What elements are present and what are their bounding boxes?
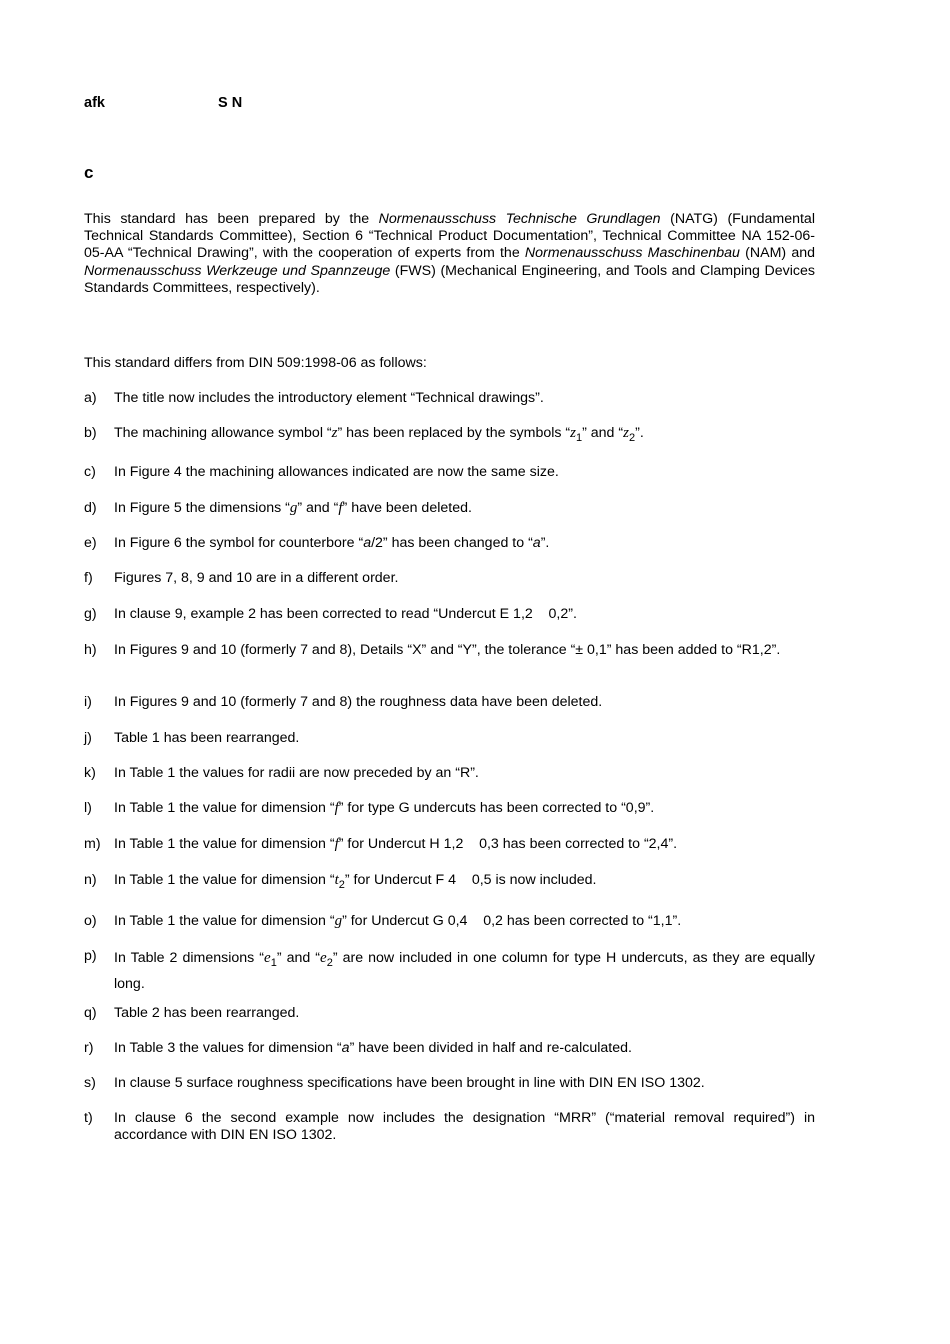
list-item-text: [114, 948, 815, 995]
text-fragment: ” and “: [297, 500, 339, 516]
list-item-text: In clause 6 the second example now includes the designation “MRR” (“material removal required”) in accordance with DIN EN ISO 1302.: [114, 1110, 815, 1144]
list-item-marker: t): [84, 1110, 93, 1126]
list-item-text: [114, 913, 815, 930]
symbol-f: f: [334, 800, 339, 816]
text-fragment: ” have been deleted.: [342, 500, 472, 516]
symbol-f: f: [334, 836, 339, 852]
text-fragment: In Figure 5 the dimensions “: [114, 500, 290, 516]
text-fragment: ” and “: [582, 425, 624, 441]
list-item-text: [114, 1040, 815, 1057]
text-fragment: ” for Undercut H 1,2 0,3 has been corrected to “2,4”.: [338, 836, 678, 852]
list-item-text: [114, 425, 815, 447]
foreword-text-2: (NATG) (Fundamental Technical Standards Committee), Section 6 “Technical Product Documentation”, Technical Committee NA 152-06-05-AA “Technical Drawing”, with the cooperation of experts from the: [84, 211, 815, 262]
list-item-marker: o): [84, 913, 97, 929]
text-fragment: In Table 1 the value for dimension “: [114, 836, 335, 852]
list-item-marker: i): [84, 694, 92, 710]
symbol-e1: [264, 950, 277, 969]
symbol-subscript: 1: [270, 957, 277, 969]
list-item-text: Table 1 has been rearranged.: [114, 730, 300, 746]
list-item-text: [114, 836, 815, 853]
symbol-subscript: 2: [628, 432, 636, 444]
text-fragment: ” have been divided in half and re-calculated.: [349, 1040, 632, 1056]
symbol-letter: t: [334, 872, 339, 888]
list-item-marker: m): [84, 836, 101, 852]
symbol-f: f: [338, 500, 343, 516]
list-item-text: In Table 1 the values for radii are now preceded by an “R”.: [114, 765, 479, 781]
symbol-z: z: [331, 425, 338, 441]
list-item-text: [114, 500, 815, 517]
fws-committee-name: Normenausschuss Werkzeuge und Spannzeuge: [84, 262, 391, 279]
text-fragment: ” for type G undercuts has been corrected to “0,9”.: [338, 800, 655, 816]
natg-committee-name: Normenausschuss Technische Grundlagen: [378, 211, 661, 227]
symbol-t2: [334, 872, 345, 891]
text-fragment: ”.: [540, 535, 550, 551]
list-item-text: Figures 7, 8, 9 and 10 are in a different order.: [114, 570, 399, 586]
symbol-g: g: [334, 913, 343, 929]
foreword-text-3: (NAM) and: [739, 245, 815, 262]
symbol-z2: [623, 425, 636, 444]
text-fragment: In Table 1 the value for dimension “: [114, 872, 335, 888]
text-fragment: In Table 3 the values for dimension “: [114, 1040, 342, 1056]
text-fragment: ”.: [635, 425, 644, 441]
text-fragment: In Table 1 the value for dimension “: [114, 800, 335, 816]
text-fragment: In Table 1 the value for dimension “: [114, 913, 335, 929]
list-item-text: [114, 535, 815, 552]
list-item-marker: j): [84, 730, 92, 746]
symbol-z1: [570, 425, 583, 444]
symbol-a: a: [532, 535, 541, 551]
symbol-subscript: 2: [326, 957, 333, 969]
header-left-text: afk: [84, 95, 105, 111]
symbol-letter: z: [570, 425, 576, 441]
list-item-marker: r): [84, 1040, 94, 1056]
text-fragment: /2” has been changed to “: [371, 535, 533, 551]
symbol-g: g: [289, 500, 298, 516]
list-item-text: [114, 872, 815, 894]
foreword-text-1: This standard has been prepared by the: [84, 211, 379, 227]
text-fragment: ” are now included in one column for type H undercuts, as they are equally long.: [114, 950, 815, 992]
symbol-letter: e: [320, 950, 327, 966]
text-fragment: ” for Undercut F 4 0,5 is now included.: [344, 872, 597, 888]
symbol-e2: [320, 950, 333, 969]
list-item-marker: b): [84, 425, 97, 441]
list-item-marker: s): [84, 1075, 96, 1091]
list-item-text: In Figures 9 and 10 (formerly 7 and 8), Details “X” and “Y”, the tolerance “± 0,1” has been added to “R1,2”.: [114, 642, 781, 658]
list-item-marker: l): [84, 800, 92, 816]
text-fragment: ” has been replaced by the symbols “: [337, 425, 571, 441]
list-item-marker: q): [84, 1005, 97, 1021]
changes-intro: This standard differs from DIN 509:1998-06 as follows:: [84, 355, 427, 371]
list-item-text: The title now includes the introductory element “Technical drawings”.: [114, 390, 544, 406]
list-item-marker: c): [84, 464, 96, 480]
list-item-text: In Figures 9 and 10 (formerly 7 and 8) the roughness data have been deleted.: [114, 694, 603, 710]
text-fragment: ” for Undercut G 0,4 0,2 has been corrected to “1,1”.: [342, 913, 682, 929]
text-fragment: In Table 2 dimensions “: [114, 950, 265, 966]
list-item-text: Table 2 has been rearranged.: [114, 1005, 300, 1021]
list-item-text: In clause 9, example 2 has been corrected to read “Undercut E 1,2 0,2”.: [114, 606, 577, 622]
list-item-marker: g): [84, 606, 97, 622]
header-right-text: S N: [218, 95, 243, 111]
list-item-marker: h): [84, 642, 97, 658]
list-item-text: In Figure 4 the machining allowances indicated are now the same size.: [114, 464, 559, 480]
section-heading: c: [84, 163, 94, 182]
text-fragment: In Figure 6 the symbol for counterbore “: [114, 535, 364, 551]
symbol-a: a: [363, 535, 372, 551]
list-item-marker: k): [84, 765, 96, 781]
list-item-marker: e): [84, 535, 97, 551]
list-item-marker: a): [84, 390, 97, 406]
text-fragment: The machining allowance symbol “: [114, 425, 332, 441]
nam-committee-name: Normenausschuss Maschinenbau: [524, 245, 740, 262]
foreword-text-4: (FWS) (Mechanical Engineering, and Tools and Clamping Devices Standards Committees, respectively).: [84, 262, 815, 296]
list-item-marker: f): [84, 570, 93, 586]
symbol-a: a: [341, 1040, 350, 1056]
list-item-marker: n): [84, 872, 97, 888]
foreword-paragraph: [84, 211, 815, 297]
list-item-marker: d): [84, 500, 97, 516]
text-fragment: ” and “: [276, 950, 321, 966]
symbol-subscript: 1: [575, 432, 583, 444]
symbol-letter: z: [623, 425, 629, 441]
symbol-letter: e: [264, 950, 271, 966]
list-item-marker: p): [84, 948, 97, 964]
list-item-text: [114, 800, 815, 817]
symbol-subscript: 2: [338, 879, 345, 891]
list-item-text: In clause 5 surface roughness specifications have been brought in line with DIN EN ISO 1302.: [114, 1075, 705, 1091]
